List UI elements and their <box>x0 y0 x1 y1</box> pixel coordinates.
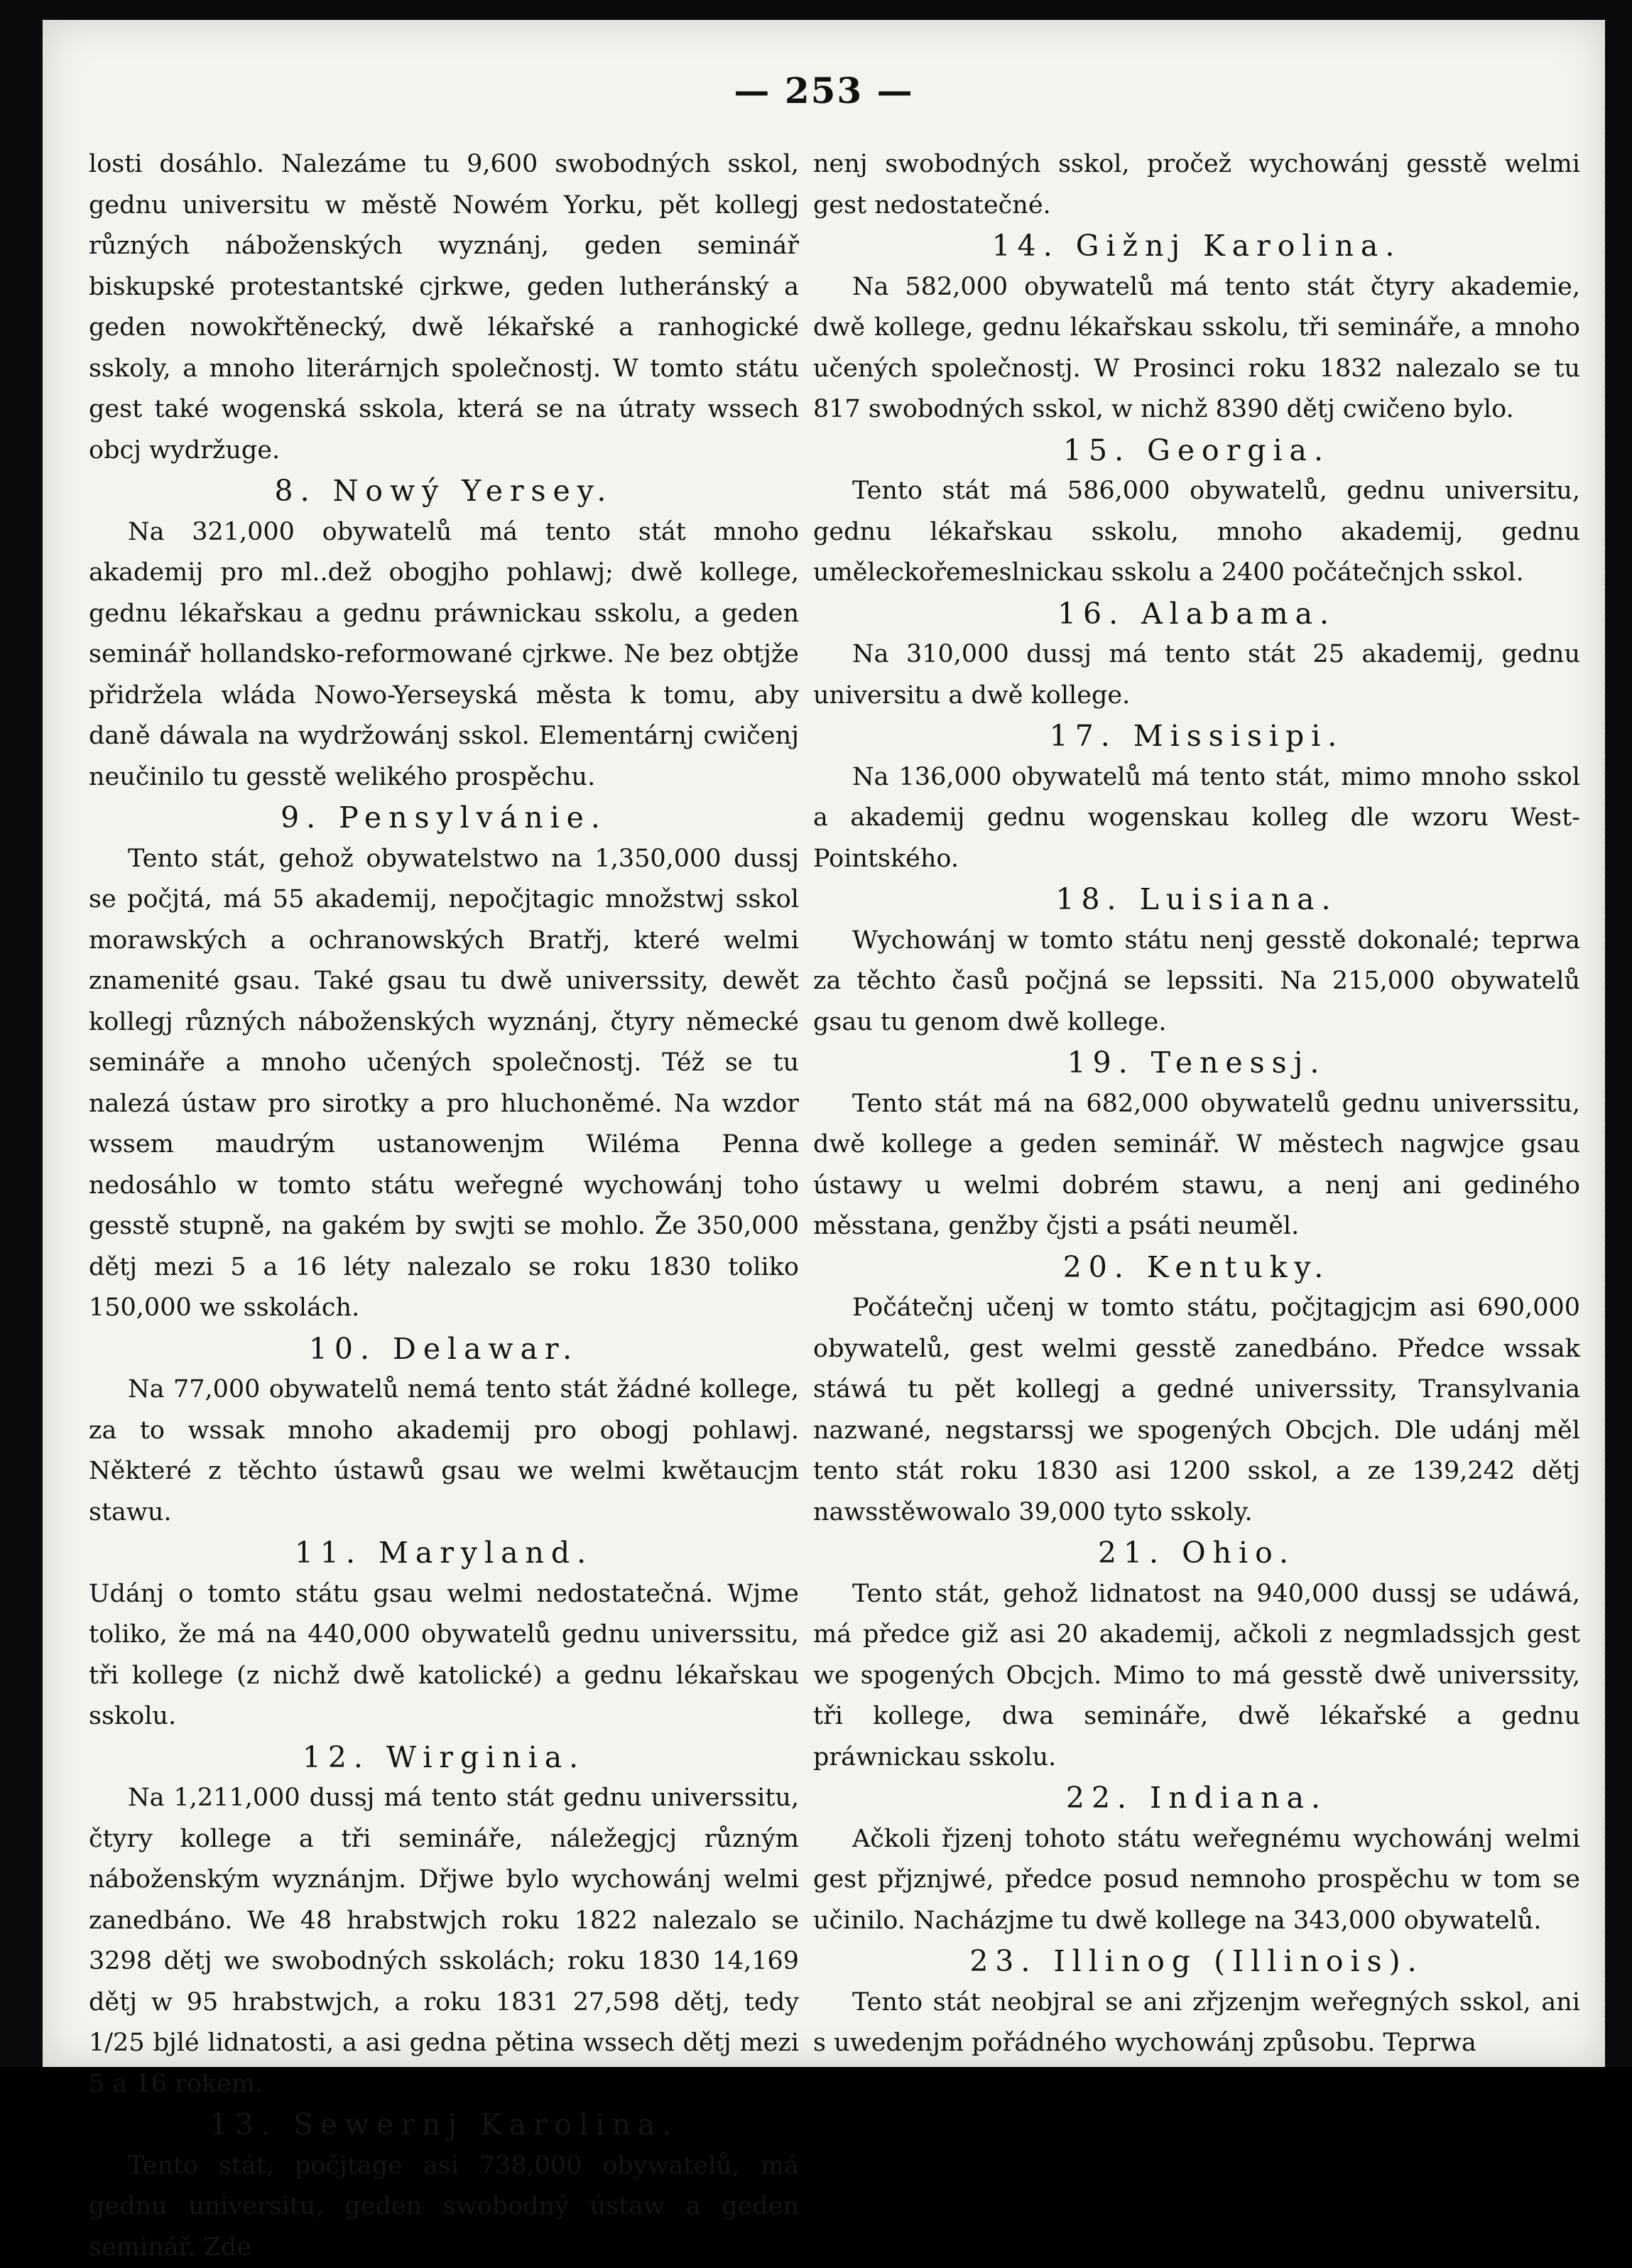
paragraph: Na 582,000 obywatelů má tento stát čtyry akademie, dwě kollege, gednu lékařskau sskolu, tři semináře, a mnoho učených společnostj. W Prosinci roku 1832 nalezalo se tu 817 swobodných sskol, w nichž 8390 dětj cwičeno bylo. <box>813 267 1580 430</box>
page-number: — 253 — <box>43 70 1605 112</box>
section-heading: 14. Gižnj Karolina. <box>813 226 1580 267</box>
paragraph: Na 321,000 obywatelů má tento stát mnoho akademij pro ml..dež obogjho pohlawj; dwě kollege, gednu lékařskau a gednu práwnickau sskolu, a geden seminář hollandsko-reformowané cjrkwe. Ne bez obtjže přidržela wláda Nowo-Yerseyská města k tomu, aby daně dáwala na wydržowánj sskol. Elementárnj cwičenj neučinilo tu gesstě welikého prospěchu. <box>89 512 799 798</box>
section-heading: 8. Nowý Yersey. <box>89 471 799 512</box>
paragraph: losti dosáhlo. Nalezáme tu 9,600 swobodných sskol, gednu universitu w městě Nowém Yorku, pět kollegj různých náboženských wyznánj, geden seminář biskupské protestantské cjrkwe, geden lutheránský a geden nowokřtěnecký, dwě lékařské a ranhogické sskoly, a mnoho literárnjch společnostj. W tomto státu gest také wogenská sskola, která se na útraty wssech obcj wydržuge. <box>89 144 799 471</box>
section-heading: 10. Delawar. <box>89 1329 799 1370</box>
section-heading: 19. Tenessj. <box>813 1043 1580 1084</box>
paragraph: Na 77,000 obywatelů nemá tento stát žádné kollege, za to wssak mnoho akademij pro obogj pohlawj. Některé z těchto ústawů gsau we welmi kwětaucjm stawu. <box>89 1369 799 1533</box>
section-heading: 9. Pensylvánie. <box>89 798 799 839</box>
section-heading: 13. Sewernj Karolina. <box>89 2105 799 2146</box>
paragraph: Wychowánj w tomto státu nenj gesstě dokonalé; teprwa za těchto časů počjná se lepssiti. Na 215,000 obywatelů gsau tu genom dwě kollege. <box>813 921 1580 1043</box>
paragraph: Počátečnj učenj w tomto státu, počjtagjcjm asi 690,000 obywatelů, gest welmi gesstě zanedbáno. Předce wssak stáwá tu pět kollegj a gedné universsity, Transylvania nazwané, negstarssj we spogených Obcjch. Dle udánj měl tento stát roku 1830 asi 1200 sskol, a ze 139,242 dětj nawsstěwowalo 39,000 tyto sskoly. <box>813 1288 1580 1533</box>
paragraph: Na 1,211,000 dussj má tento stát gednu universsitu, čtyry kollege a tři semináře, náležegjcj různým náboženským wyznánjm. Dřjwe bylo wychowánj welmi zanedbáno. We 48 hrabstwjch roku 1822 nalezalo se 3298 dětj we swobodných sskolách; roku 1830 14,169 dětj w 95 hrabstwjch, a roku 1831 27,598 dětj, tedy 1/25 bjlé lidnatosti, a asi gedna pětina wssech dětj mezi 5 a 16 rokem. <box>89 1778 799 2105</box>
paragraph: Ačkoli řjzenj tohoto státu weřegnému wychowánj welmi gest přjznjwé, předce posud nemnoho prospěchu w tom se učinilo. Nacházjme tu dwě kollege na 343,000 obywatelů. <box>813 1819 1580 1942</box>
paragraph: Tento stát, gehož obywatelstwo na 1,350,000 dussj se počjtá, má 55 akademij, nepočjtagic množstwj sskol morawských a ochranowských Bratřj, které welmi znamenité gsau. Také gsau tu dwě universsity, dewět kollegj různých náboženských wyznánj, čtyry německé semináře a mnoho učených společnostj. Též se tu nalezá ústaw pro sirotky a pro hluchoněmé. Na wzdor wssem maudrým ustanowenjm Wiléma Penna nedosáhlo w tomto státu weřegné wychowánj toho gesstě stupně, na gakém by swjti se mohlo. Že 350,000 dětj mezi 5 a 16 léty nalezalo se roku 1830 toliko 150,000 we sskolách. <box>89 839 799 1329</box>
scan-edge-texture <box>1604 107 1632 2024</box>
paper-sheet <box>43 20 1605 2067</box>
paragraph: Tento stát neobjral se ani zřjzenjm weřegných sskol, ani s uwedenjm pořádného wychowánj způsobu. Teprwa <box>813 1982 1580 2064</box>
paragraph: Tento stát, gehož lidnatost na 940,000 dussj se udáwá, má předce giž asi 20 akademij, ačkoli z negmladssjch gest we spogených Obcjch. Mimo to má gesstě dwě universsity, tři kollege, dwa semináře, dwě lékařské a gednu práwnickau sskolu. <box>813 1574 1580 1779</box>
section-heading: 11. Maryland. <box>89 1533 799 1574</box>
section-heading: 16. Alabama. <box>813 594 1580 635</box>
paragraph: nenj swobodných sskol, pročež wychowánj gesstě welmi gest nedostatečné. <box>813 144 1580 226</box>
paragraph: Tento stát má 586,000 obywatelů, gednu universitu, gednu lékařskau sskolu, mnoho akademij, gednu uměleckořemeslnickau sskolu a 2400 počátečnjch sskol. <box>813 471 1580 594</box>
section-heading: 17. Missisipi. <box>813 716 1580 757</box>
right-text-column <box>813 144 1580 2064</box>
section-heading: 22. Indiana. <box>813 1778 1580 1819</box>
section-heading: 12. Wirginia. <box>89 1737 799 1779</box>
paragraph: Na 310,000 dussj má tento stát 25 akademij, gednu universitu a dwě kollege. <box>813 634 1580 716</box>
section-heading: 18. Luisiana. <box>813 879 1580 921</box>
section-heading: 23. Illinog (Illinois). <box>813 1941 1580 1982</box>
section-heading: 20. Kentuky. <box>813 1247 1580 1288</box>
paragraph: Udánj o tomto státu gsau welmi nedostatečná. Wjme toliko, že má na 440,000 obywatelů gednu universsitu, tři kollege (z nichž dwě katolické) a gednu lékařskau sskolu. <box>89 1574 799 1737</box>
paragraph: Tento stát má na 682,000 obywatelů gednu universsitu, dwě kollege a geden seminář. W městech nagwjce gsau ústawy u welmi dobrém stawu, a nenj ani gediného měsstana, genžby čjsti a psáti neuměl. <box>813 1084 1580 1247</box>
left-text-column <box>89 144 799 2268</box>
paragraph: Tento stát, počjtage asi 738,000 obywatelů, má gednu universitu, geden swobodný ústaw a geden seminář. Zde <box>89 2146 799 2268</box>
section-heading: 21. Ohio. <box>813 1533 1580 1574</box>
paragraph: Na 136,000 obywatelů má tento stát, mimo mnoho sskol a akademij gednu wogenskau kolleg dle wzoru West-Pointského. <box>813 757 1580 880</box>
section-heading: 15. Georgia. <box>813 430 1580 472</box>
